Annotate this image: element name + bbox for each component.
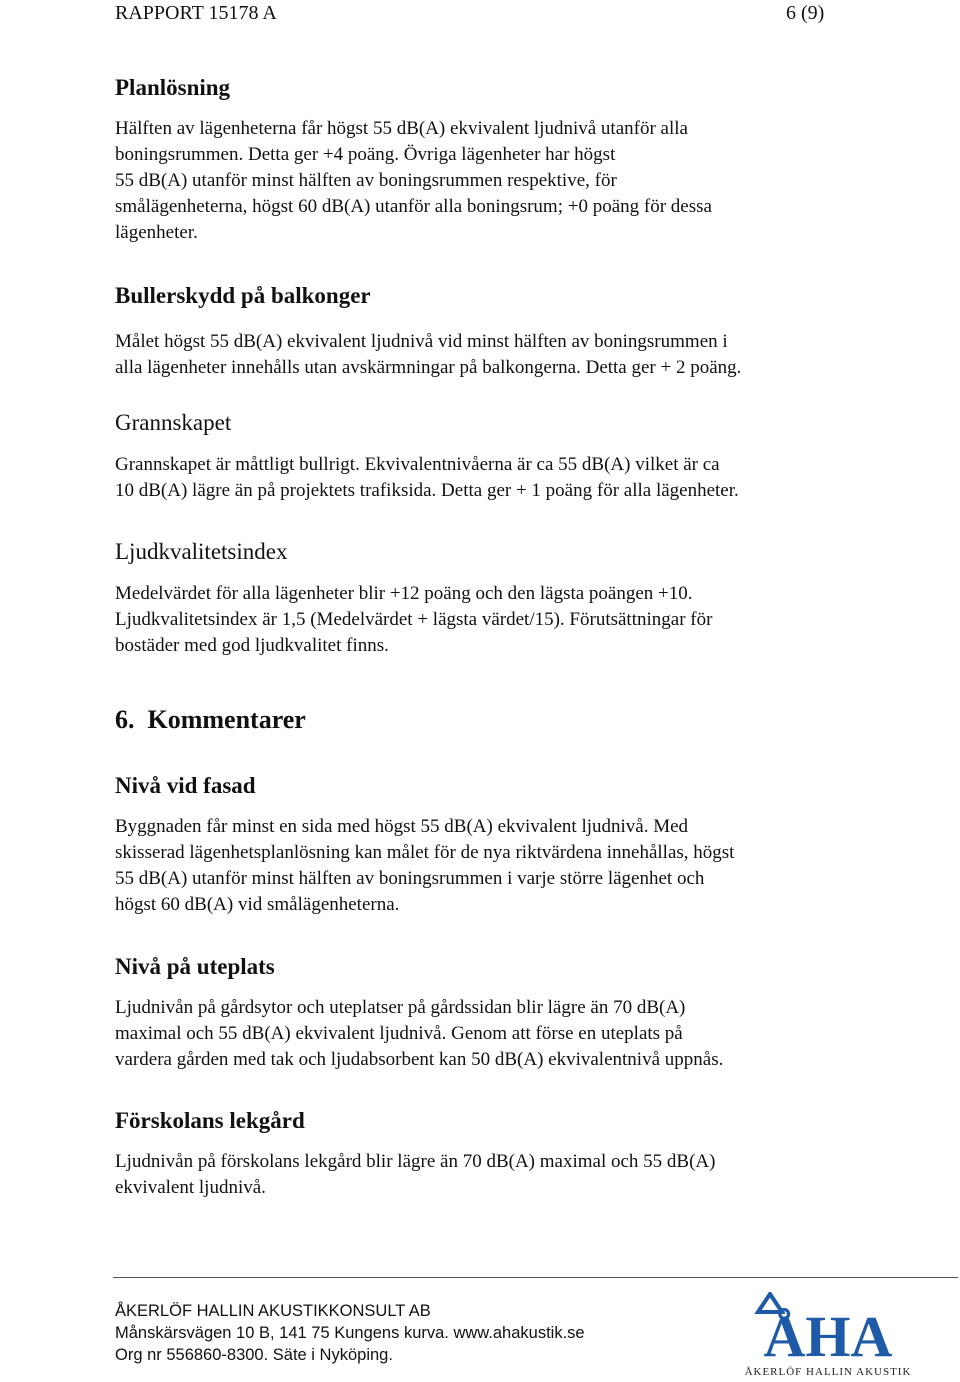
paragraph-fasad: Byggnaden får minst en sida med högst 55 dB(A) ekvivalent ljudnivå. Med skisserad lägenhetsplanlösning kan målet för de nya riktvärdena innehållas, högst 55 dB(A) utanför minst hälften av boningsrummen i varje större lägenhet och högst 60 dB(A) vid smålägenheterna. <box>115 816 735 915</box>
paragraph-forskola: Ljudnivån på förskolans lekgård blir lägre än 70 dB(A) maximal och 55 dB(A) ekvivalent ljudnivå. <box>115 1151 716 1198</box>
report-number: RAPPORT 15178 A <box>115 2 277 24</box>
heading-fasad: Nivå vid fasad <box>115 773 256 798</box>
section-grannskapet <box>115 409 875 504</box>
heading-grannskapet: Grannskapet <box>115 410 232 435</box>
paragraph-grannskapet: Grannskapet är måttligt bullrigt. Ekvivalentnivåerna är ca 55 dB(A) vilket är ca 10 dB(A) lägre än på projektets trafiksida. Detta ger + 1 poäng för alla lägenheter. <box>115 454 739 501</box>
heading-kommentarer: 6. Kommentarer <box>115 705 306 734</box>
paragraph-uteplats: Ljudnivån på gårdsytor och uteplatser på gårdssidan blir lägre än 70 dB(A) maximal och 55 dB(A) ekvivalent ljudnivå. Genom att förse en uteplats på vardera gården med tak och ljudabsorbent kan 50 dB(A) ekvivalentnivå uppnås. <box>115 997 724 1070</box>
company-logo <box>728 1292 928 1378</box>
heading-bullerskydd: Bullerskydd på balkonger <box>115 283 371 308</box>
paragraph-planlosning: Hälften av lägenheterna får högst 55 dB(A) ekvivalent ljudnivå utanför alla boningsrummen. Detta ger +4 poäng. Övriga lägenheter har högst 55 dB(A) utanför minst hälften av boningsrummen respektive, för smålägenheterna, högst 60 dB(A) utanför alla boningsrum; +0 poäng för dessa lägenheter. <box>115 118 712 243</box>
logo-lettermark: ÅHA <box>763 1304 893 1369</box>
section-ljudkvalitet <box>115 538 875 659</box>
footer-address: Månskärsvägen 10 B, 141 75 Kungens kurva. www.ahakustik.se <box>115 1324 585 1342</box>
paragraph-ljudkvalitet: Medelvärdet för alla lägenheter blir +12 poäng och den lägsta poängen +10. Ljudkvalitetsindex är 1,5 (Medelvärdet + lägsta värdet/15). Förutsättningar för bostäder med god ljudkvalitet finns. <box>115 583 713 656</box>
page-number: 6 (9) <box>786 2 825 24</box>
logo-subtext: ÅKERLÖF HALLIN AKUSTIK <box>744 1366 912 1378</box>
section-fasad <box>115 772 875 918</box>
section-bullerskydd <box>115 282 875 381</box>
section-forskola <box>115 1107 875 1201</box>
paragraph-bullerskydd: Målet högst 55 dB(A) ekvivalent ljudnivå vid minst hälften av boningsrummen i alla lägenheter innehålls utan avskärmningar på balkongerna. Detta ger + 2 poäng. <box>115 331 742 378</box>
section-uteplats <box>115 953 875 1073</box>
heading-forskola: Förskolans lekgård <box>115 1108 305 1133</box>
heading-uteplats: Nivå på uteplats <box>115 954 275 979</box>
footer-org: Org nr 556860-8300. Säte i Nyköping. <box>115 1346 393 1364</box>
heading-planlosning: Planlösning <box>115 75 231 100</box>
footer-divider <box>113 1277 958 1278</box>
section-kommentarer <box>115 704 875 736</box>
heading-ljudkvalitet: Ljudkvalitetsindex <box>115 539 288 564</box>
footer-company: ÅKERLÖF HALLIN AKUSTIKKONSULT AB <box>115 1302 431 1320</box>
section-planlosning <box>115 74 875 246</box>
